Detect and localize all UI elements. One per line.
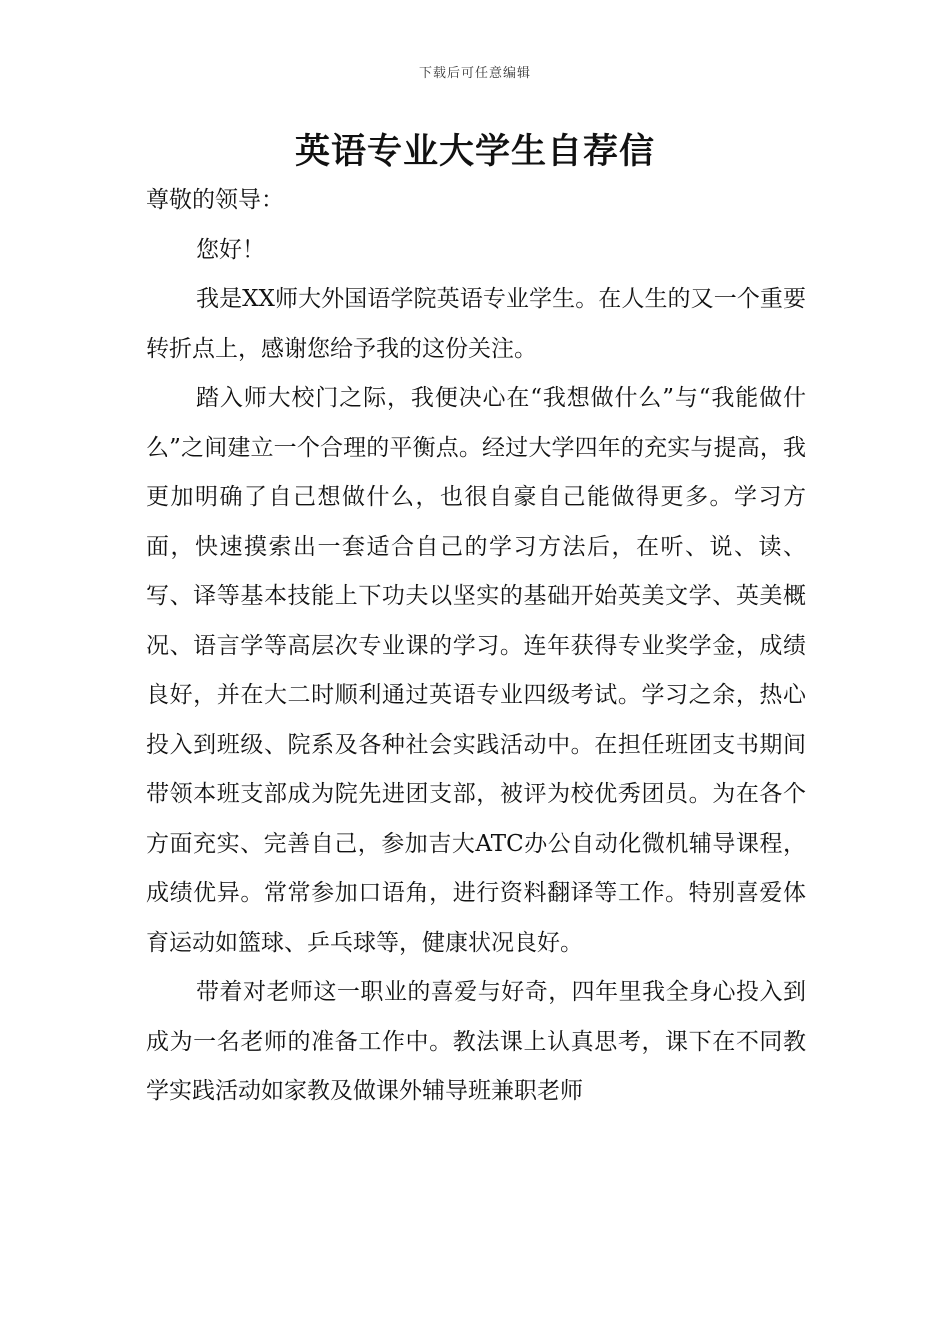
greeting: 您好！ <box>196 236 265 263</box>
paragraph-teaching: 带着对老师这一职业的喜爱与好奇，四年里我全身心投入到成为一名老师的准备工作中。教法课上认真思考，课下在不同教学实践活动如家教及做课外辅导班兼职老师 <box>146 979 806 1104</box>
salutation: 尊敬的领导： <box>146 187 284 213</box>
page-title: 英语专业大学生自荐信 <box>294 132 655 172</box>
letter-body <box>146 176 806 1117</box>
paragraph-intro: 我是XX师大外国语学院英语专业学生。在人生的又一个重要转折点上，感谢您给予我的这份关注。 <box>146 286 806 362</box>
paragraph-study: 踏入师大校门之际，我便决心在“我想做什么”与“我能做什么”之间建立一个合理的平衡点。经过大学四年的充实与提高，我更加明确了自己想做什么，也很自豪自己能做得更多。学习方面，快速摸索出一套适合自己的学习方法后，在听、说、读、写、译等基本技能上下功夫以坚实的基础开始英美文学、英美概况、语言学等高层次专业课的学习。连年获得专业奖学金，成绩良好，并在大二时顺利通过英语专业四级考试。学习之余，热心投入到班级、院系及各种社会实践活动中。在担任班团支书期间带领本班支部成为院先进团支部，被评为校优秀团员。为在各个方面充实、完善自己，参加吉大ATC办公自动化微机辅导课程，成绩优异。常常参加口语角，进行资料翻译等工作。特别喜爱体育运动如篮球、乒乓球等，健康状况良好。 <box>146 385 806 956</box>
header-note: 下载后可任意编辑 <box>418 66 531 81</box>
